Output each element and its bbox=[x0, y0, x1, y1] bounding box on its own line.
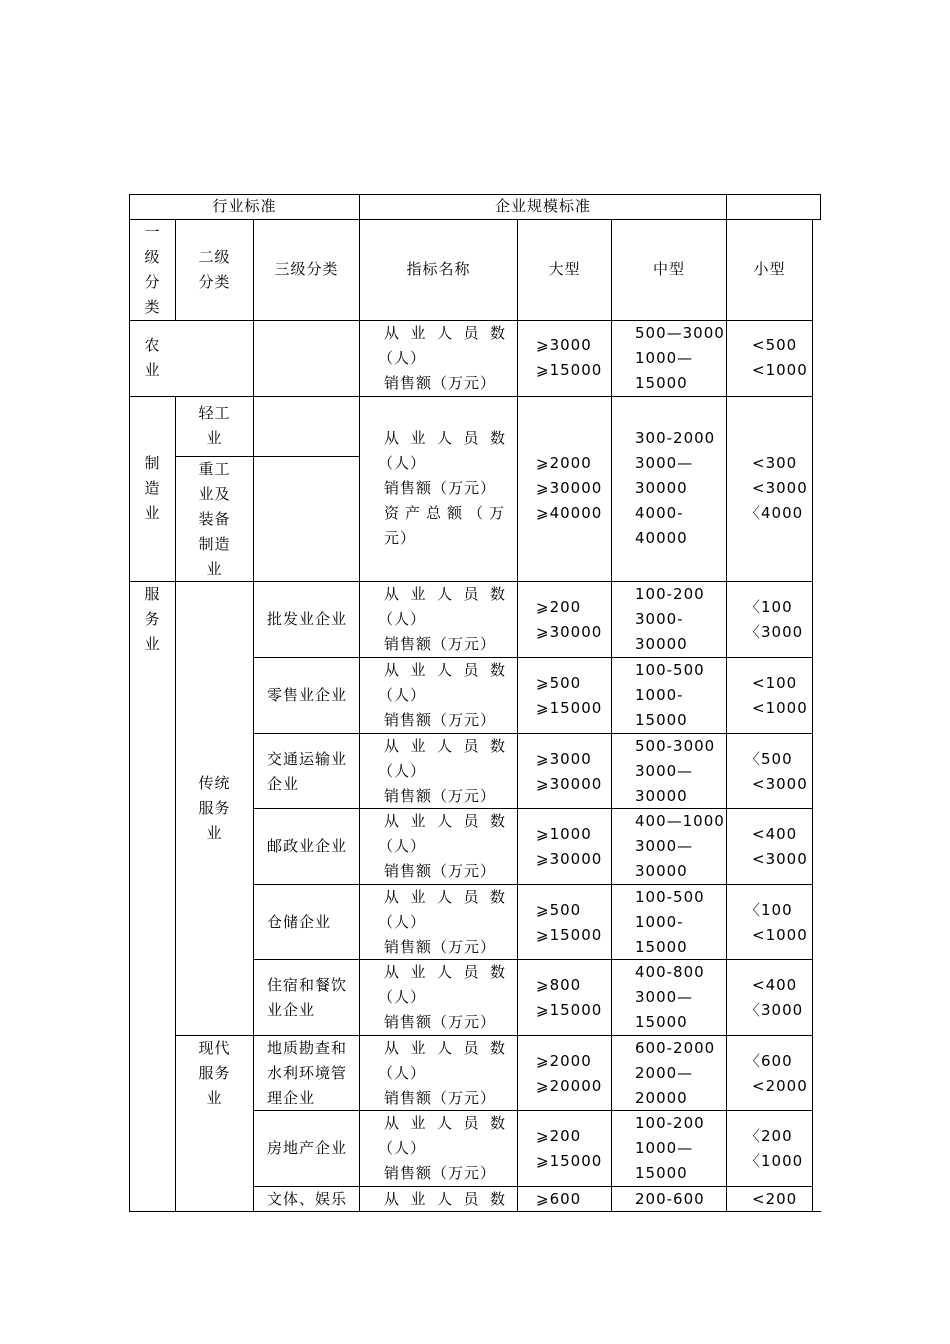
indicator-name: 销售额（万元） bbox=[384, 862, 497, 880]
indicator-name: （人） bbox=[378, 1064, 427, 1082]
indicator-name: 元） bbox=[384, 529, 417, 547]
indicator-name: 销售额（万元） bbox=[384, 787, 497, 805]
level1-header-line: 一 bbox=[144, 223, 161, 241]
subcategory-label: 水利环境管 bbox=[267, 1064, 348, 1082]
medium-value: 300-2000 bbox=[635, 429, 716, 447]
small-value: <300 bbox=[752, 454, 798, 472]
medium-value: 30000 bbox=[635, 635, 688, 653]
large-value: ⩾200 bbox=[536, 597, 582, 616]
large-value: ⩾2000 bbox=[536, 454, 592, 472]
traditional-services-label: 业 bbox=[206, 824, 223, 842]
heavy-industry-label: 业及 bbox=[198, 485, 231, 503]
medium-value: 400—1000 bbox=[635, 812, 725, 830]
manufacturing-label: 造 bbox=[144, 479, 161, 497]
large-value: ⩾2000 bbox=[536, 1051, 592, 1070]
medium-value: 15000 bbox=[635, 1164, 688, 1182]
large-value: ⩾30000 bbox=[536, 622, 603, 641]
indicator-name: 从业人员数 bbox=[384, 324, 517, 342]
indicator-name: 销售额（万元） bbox=[384, 938, 497, 956]
small-value: 〈1000 bbox=[745, 1151, 804, 1170]
medium-value: 3000— bbox=[635, 988, 694, 1006]
large-header: 大型 bbox=[548, 260, 581, 278]
medium-value: 3000— bbox=[635, 454, 694, 472]
indicator-name: 从业人员数 bbox=[384, 585, 517, 603]
medium-value: 30000 bbox=[635, 479, 688, 497]
medium-value: 500—3000 bbox=[635, 324, 725, 342]
scale-standard-header: 企业规模标准 bbox=[494, 197, 591, 215]
indicator-name: 销售额（万元） bbox=[384, 1089, 497, 1107]
subcategory-label: 企业 bbox=[267, 774, 300, 793]
level2-header-line: 分类 bbox=[198, 273, 231, 291]
heavy-industry-label: 装备 bbox=[198, 510, 231, 528]
subcategory-label: 房地产企业 bbox=[267, 1139, 348, 1157]
rule bbox=[253, 657, 813, 658]
medium-value: 1000- bbox=[635, 913, 684, 931]
subcategory-label: 理企业 bbox=[267, 1089, 316, 1107]
medium-value: 1000— bbox=[635, 1139, 694, 1157]
small-value: <1000 bbox=[752, 698, 808, 717]
small-value: <100 bbox=[752, 673, 798, 692]
large-value: ⩾1000 bbox=[536, 824, 592, 843]
indicator-name: （人） bbox=[378, 988, 427, 1006]
subcategory-label: 邮政业企业 bbox=[267, 837, 348, 855]
small-value: <3000 bbox=[752, 849, 808, 868]
small-header: 小型 bbox=[753, 260, 786, 278]
indicator-name: 销售额（万元） bbox=[384, 1164, 497, 1182]
small-value: <2000 bbox=[752, 1076, 808, 1095]
services-label: 业 bbox=[144, 635, 161, 653]
large-value: ⩾500 bbox=[536, 900, 582, 919]
indicator-name: 从业人员数 bbox=[384, 429, 517, 447]
small-value: 〈3000 bbox=[745, 622, 804, 641]
heavy-industry-label: 重工 bbox=[198, 460, 231, 478]
medium-value: 4000- bbox=[635, 504, 684, 522]
small-value: <1000 bbox=[752, 925, 808, 944]
medium-value: 500-3000 bbox=[635, 737, 716, 755]
indicator-name: 从业人员数 bbox=[384, 1114, 517, 1132]
medium-value: 15000 bbox=[635, 1013, 688, 1031]
medium-value: 100-500 bbox=[635, 888, 705, 906]
heavy-industry-label: 制造 bbox=[198, 535, 231, 553]
rule bbox=[129, 219, 821, 220]
indicator-name: 销售额（万元） bbox=[384, 711, 497, 729]
small-value: <1000 bbox=[752, 361, 808, 379]
small-value: <3000 bbox=[752, 479, 808, 497]
medium-value: 100-500 bbox=[635, 661, 705, 679]
rule bbox=[359, 194, 360, 1212]
large-value: ⩾15000 bbox=[536, 361, 603, 379]
medium-value: 100-200 bbox=[635, 1114, 705, 1132]
indicator-name: 从业人员数 bbox=[384, 888, 517, 906]
traditional-services-label: 传统 bbox=[198, 774, 231, 792]
indicator-name: 销售额（万元） bbox=[384, 479, 497, 497]
modern-services-label: 现代 bbox=[198, 1039, 231, 1057]
indicator-name: 销售额（万元） bbox=[384, 374, 497, 392]
large-value: ⩾3000 bbox=[536, 336, 592, 354]
medium-value: 15000 bbox=[635, 711, 688, 729]
industry-standard-header: 行业标准 bbox=[212, 197, 277, 215]
subcategory-label: 业企业 bbox=[267, 1000, 316, 1019]
large-value: ⩾40000 bbox=[536, 504, 603, 522]
large-value: ⩾500 bbox=[536, 673, 582, 692]
large-value: ⩾15000 bbox=[536, 1151, 603, 1170]
medium-value: 30000 bbox=[635, 862, 688, 880]
subcategory-label: 文体、娱乐 bbox=[267, 1190, 348, 1208]
medium-value: 20000 bbox=[635, 1089, 688, 1107]
medium-value: 2000— bbox=[635, 1064, 694, 1082]
indicator-name: 从业人员数 bbox=[384, 812, 517, 830]
indicator-name: （人） bbox=[378, 762, 427, 780]
large-value: ⩾800 bbox=[536, 975, 582, 994]
medium-value: 30000 bbox=[635, 787, 688, 805]
medium-value: 3000— bbox=[635, 762, 694, 780]
large-value: ⩾15000 bbox=[536, 1000, 603, 1019]
medium-value: 100-200 bbox=[635, 585, 705, 603]
level1-header-line: 级 bbox=[144, 248, 161, 266]
subcategory-label: 住宿和餐饮 bbox=[267, 975, 348, 994]
rule bbox=[253, 219, 254, 1212]
indicator-name: （人） bbox=[378, 349, 427, 367]
subcategory-label: 仓储企业 bbox=[267, 913, 332, 931]
small-value: 〈4000 bbox=[745, 504, 804, 522]
rule bbox=[253, 884, 813, 885]
level1-header-line: 分 bbox=[144, 273, 161, 291]
large-value: ⩾30000 bbox=[536, 774, 603, 793]
medium-value: 15000 bbox=[635, 374, 688, 392]
indicator-name: 销售额（万元） bbox=[384, 1013, 497, 1031]
modern-services-label: 业 bbox=[206, 1089, 223, 1107]
rule bbox=[253, 808, 813, 809]
large-value: ⩾30000 bbox=[536, 849, 603, 868]
indicator-name: 从业人员数 bbox=[384, 1190, 517, 1208]
small-value: 〈100 bbox=[745, 597, 793, 616]
indicator-name: （人） bbox=[378, 686, 427, 704]
modern-services-label: 服务 bbox=[198, 1064, 231, 1082]
small-value: <200 bbox=[752, 1190, 798, 1208]
medium-value: 3000— bbox=[635, 837, 694, 855]
services-label: 服 bbox=[144, 585, 161, 603]
subcategory-label: 交通运输业 bbox=[267, 749, 348, 768]
indicator-name: （人） bbox=[378, 610, 427, 628]
small-value: <500 bbox=[752, 336, 798, 354]
indicator-name: 从业人员数 bbox=[384, 1039, 517, 1057]
level1-header-line: 类 bbox=[144, 298, 161, 316]
light-industry-label: 业 bbox=[206, 429, 223, 447]
indicator-name: 从业人员数 bbox=[384, 661, 517, 679]
large-value: ⩾20000 bbox=[536, 1076, 603, 1095]
agriculture-label: 农 bbox=[144, 336, 161, 354]
traditional-services-label: 服务 bbox=[198, 799, 231, 817]
large-value: ⩾30000 bbox=[536, 479, 603, 497]
light-industry-label: 轻工 bbox=[198, 404, 231, 422]
indicator-name: 从业人员数 bbox=[384, 963, 517, 981]
rule bbox=[611, 219, 612, 1212]
heavy-industry-label: 业 bbox=[206, 560, 223, 578]
rule bbox=[517, 219, 518, 1212]
rule bbox=[820, 194, 821, 220]
agriculture-label: 业 bbox=[144, 361, 161, 379]
small-value: 〈100 bbox=[745, 900, 793, 919]
level3-header: 三级分类 bbox=[274, 260, 339, 278]
medium-value: 600-2000 bbox=[635, 1039, 716, 1057]
rule bbox=[129, 396, 813, 397]
large-value: ⩾200 bbox=[536, 1126, 582, 1145]
small-value: 〈500 bbox=[745, 749, 793, 768]
medium-header: 中型 bbox=[652, 260, 685, 278]
small-value: <400 bbox=[752, 824, 798, 843]
manufacturing-label: 制 bbox=[144, 454, 161, 472]
services-label: 务 bbox=[144, 610, 161, 628]
subcategory-label: 地质勘查和 bbox=[267, 1039, 348, 1057]
medium-value: 200-600 bbox=[635, 1190, 705, 1208]
small-value: 〈200 bbox=[745, 1126, 793, 1145]
indicator-name: 从业人员数 bbox=[384, 737, 517, 755]
indicator-name: （人） bbox=[378, 913, 427, 931]
medium-value: 40000 bbox=[635, 529, 688, 547]
indicator-name: 资产总额（万 bbox=[384, 504, 511, 522]
large-value: ⩾3000 bbox=[536, 749, 592, 768]
large-value: ⩾15000 bbox=[536, 925, 603, 944]
medium-value: 3000- bbox=[635, 610, 684, 628]
indicator-name: 销售额（万元） bbox=[384, 635, 497, 653]
indicator-name: （人） bbox=[378, 454, 427, 472]
large-value: ⩾15000 bbox=[536, 698, 603, 717]
subcategory-label: 零售业企业 bbox=[267, 686, 348, 704]
rule bbox=[253, 733, 813, 734]
indicator-name: （人） bbox=[378, 1139, 427, 1157]
medium-value: 15000 bbox=[635, 938, 688, 956]
large-value: ⩾600 bbox=[536, 1190, 582, 1208]
rule bbox=[253, 959, 813, 960]
rule bbox=[253, 1110, 813, 1111]
rule bbox=[812, 219, 813, 1212]
indicator-name: （人） bbox=[378, 837, 427, 855]
manufacturing-label: 业 bbox=[144, 504, 161, 522]
indicator-header: 指标名称 bbox=[406, 260, 471, 278]
medium-value: 1000— bbox=[635, 349, 694, 367]
subcategory-label: 批发业企业 bbox=[267, 610, 348, 628]
level2-header-line: 二级 bbox=[198, 248, 231, 266]
small-value: 〈600 bbox=[745, 1051, 793, 1070]
medium-value: 400-800 bbox=[635, 963, 705, 981]
small-value: <400 bbox=[752, 975, 798, 994]
small-value: <3000 bbox=[752, 774, 808, 793]
small-value: 〈3000 bbox=[745, 1000, 804, 1019]
medium-value: 1000- bbox=[635, 686, 684, 704]
rule bbox=[726, 194, 727, 1212]
